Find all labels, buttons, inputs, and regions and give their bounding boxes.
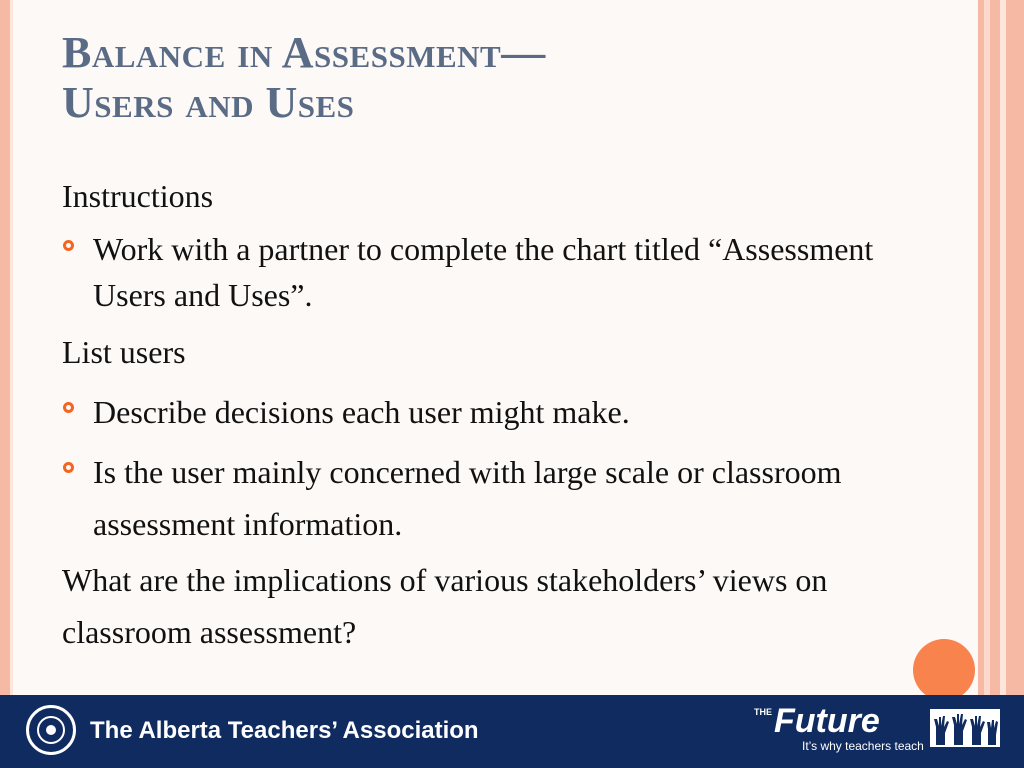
closing-question: What are the implications of various stakeholders’ views on classroom assessment?: [62, 562, 828, 650]
decorative-circle: [913, 639, 975, 701]
organization-name: The Alberta Teachers’ Association: [90, 717, 479, 744]
logo-the: THE: [754, 707, 772, 717]
list-users-heading: List users: [62, 334, 186, 370]
logo-future: Future: [774, 702, 880, 740]
slide-body: [62, 172, 922, 658]
ata-seal-icon: [26, 705, 76, 755]
bullet-item: [62, 388, 922, 436]
future-logo: [754, 701, 1004, 763]
right-stripe: [1006, 0, 1024, 695]
instructions-heading: Instructions: [62, 178, 214, 214]
bullet-circle-icon: [63, 462, 74, 473]
bullet-text: Describe decisions each user might make.: [93, 394, 630, 430]
left-stripe: [0, 0, 10, 695]
right-stripe: [990, 0, 1000, 695]
left-stripe-light: [10, 0, 13, 695]
bullet-text: Is the user mainly concerned with large scale or classroom assessment information.: [93, 454, 842, 542]
bullet-item: [62, 446, 922, 550]
slide-title-line-1: Balance in Assessment—: [62, 28, 546, 77]
bullet-circle-icon: [63, 240, 74, 251]
logo-tagline: It’s why teachers teach: [802, 739, 924, 753]
footer-banner: [0, 695, 1024, 768]
slide-title-line-2: Users and Uses: [62, 78, 355, 127]
raised-hands-icon: [930, 709, 1000, 747]
slide-title: [62, 28, 942, 128]
bullet-text: Work with a partner to complete the chart titled “Assessment Users and Uses”.: [93, 231, 874, 313]
bullet-item: [62, 226, 922, 318]
bullet-circle-icon: [63, 402, 74, 413]
